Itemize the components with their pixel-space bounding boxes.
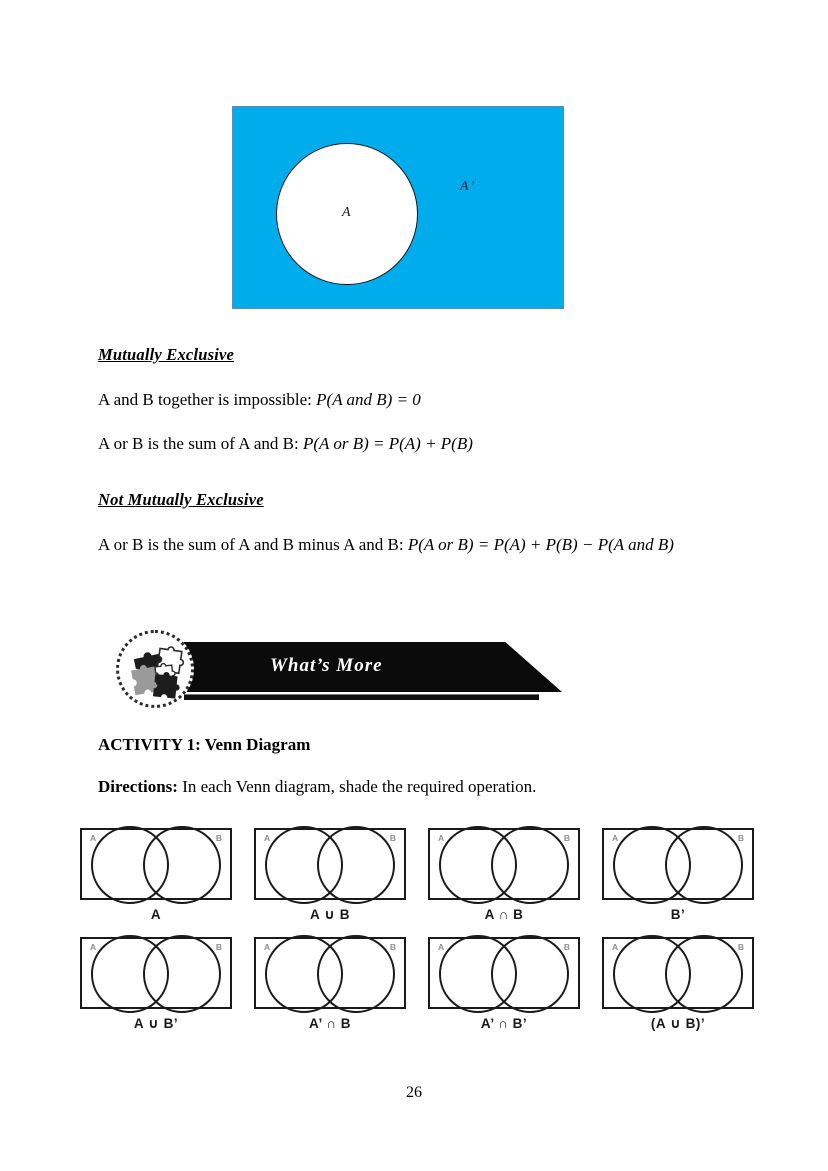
activity-section <box>98 735 718 797</box>
venn-box[interactable] <box>80 937 232 1009</box>
venn-item[interactable] <box>254 828 406 923</box>
puzzle-icon-graphic <box>128 642 188 702</box>
venn-caption: A ∩ B <box>484 907 524 922</box>
venn-box[interactable] <box>80 828 232 900</box>
set-b-circle <box>143 935 221 1013</box>
venn-label-a: A <box>612 833 619 843</box>
venn-label-b: B <box>563 833 570 843</box>
venn-diagram-grid <box>80 828 770 1046</box>
set-b-circle <box>143 826 221 904</box>
complement-venn-illustration <box>232 106 564 309</box>
heading-not-mutually-exclusive: Not Mutually Exclusive <box>98 489 264 509</box>
venn-row <box>80 937 770 1032</box>
venn-caption: A ∪ B’ <box>133 1016 179 1031</box>
venn-box[interactable] <box>428 937 580 1009</box>
me-line1-formula: P(A and B) = 0 <box>316 390 421 409</box>
venn-box[interactable] <box>602 828 754 900</box>
venn-caption: B’ <box>670 907 686 922</box>
venn-box[interactable] <box>254 828 406 900</box>
me-line2-formula: P(A or B) = P(A) + P(B) <box>302 433 473 453</box>
activity-directions <box>98 777 718 797</box>
venn-label-b: B <box>389 942 396 952</box>
venn-label-b: B <box>737 833 744 843</box>
venn-label-a: A <box>612 942 619 952</box>
venn-item[interactable] <box>80 937 232 1032</box>
venn-item[interactable] <box>254 937 406 1032</box>
me-line2-lead: A or B is the sum of A and B: <box>98 433 303 453</box>
venn-label-a: A <box>438 942 445 952</box>
venn-box[interactable] <box>254 937 406 1009</box>
me-line1-lead: A and B together is impossible: <box>98 390 317 409</box>
set-b-circle <box>317 826 395 904</box>
venn-label-b: B <box>737 942 744 952</box>
venn-box[interactable] <box>428 828 580 900</box>
set-b-circle <box>491 935 569 1013</box>
venn-item[interactable] <box>428 937 580 1032</box>
set-b-circle <box>317 935 395 1013</box>
banner-underline-bar <box>184 694 539 700</box>
venn-label-a: A <box>264 833 271 843</box>
page-number: 26 <box>406 1084 422 1101</box>
venn-label-a: A <box>90 833 97 843</box>
venn-caption: A’ ∩ B <box>308 1016 351 1031</box>
venn-item[interactable] <box>602 828 754 923</box>
heading-mutually-exclusive: Mutually Exclusive <box>98 345 235 364</box>
venn-caption: A ∪ B <box>310 907 350 922</box>
banner-title: What’s More <box>270 655 383 676</box>
venn-box[interactable] <box>602 937 754 1009</box>
set-a-complement-label: A’ <box>460 179 477 194</box>
nme-line1-formula: P(A or B) = P(A) + P(B) − P(A and B) <box>407 534 674 554</box>
whats-more-banner <box>110 628 550 712</box>
venn-label-b: B <box>563 942 570 952</box>
set-b-circle <box>665 935 743 1013</box>
venn-label-b: B <box>215 833 222 843</box>
venn-label-b: B <box>389 833 396 843</box>
mutually-exclusive-line-1 <box>98 389 710 412</box>
venn-label-a: A <box>438 833 445 843</box>
venn-item[interactable] <box>428 828 580 923</box>
set-a-label: A <box>342 205 351 220</box>
venn-label-b: B <box>215 942 222 952</box>
not-mutually-exclusive-line-1 <box>98 534 710 557</box>
venn-item[interactable] <box>80 828 232 923</box>
nme-line1-lead: A or B is the sum of A and B minus A and B: <box>98 534 408 554</box>
venn-row <box>80 828 770 923</box>
directions-label: Directions: <box>98 777 178 796</box>
venn-label-a: A <box>264 942 271 952</box>
venn-caption: A’ ∩ B’ <box>480 1016 528 1031</box>
venn-item[interactable] <box>602 937 754 1032</box>
activity-title: ACTIVITY 1: Venn Diagram <box>98 735 311 754</box>
venn-caption: A <box>150 907 162 922</box>
puzzle-pieces-icon <box>116 630 194 708</box>
explanation-text-column <box>98 345 710 557</box>
venn-label-a: A <box>90 942 97 952</box>
venn-caption: (A ∪ B)’ <box>650 1016 706 1031</box>
directions-text: In each Venn diagram, shade the required operation. <box>177 777 537 796</box>
set-b-circle <box>665 826 743 904</box>
mutually-exclusive-line-2 <box>98 433 710 456</box>
set-b-circle <box>491 826 569 904</box>
